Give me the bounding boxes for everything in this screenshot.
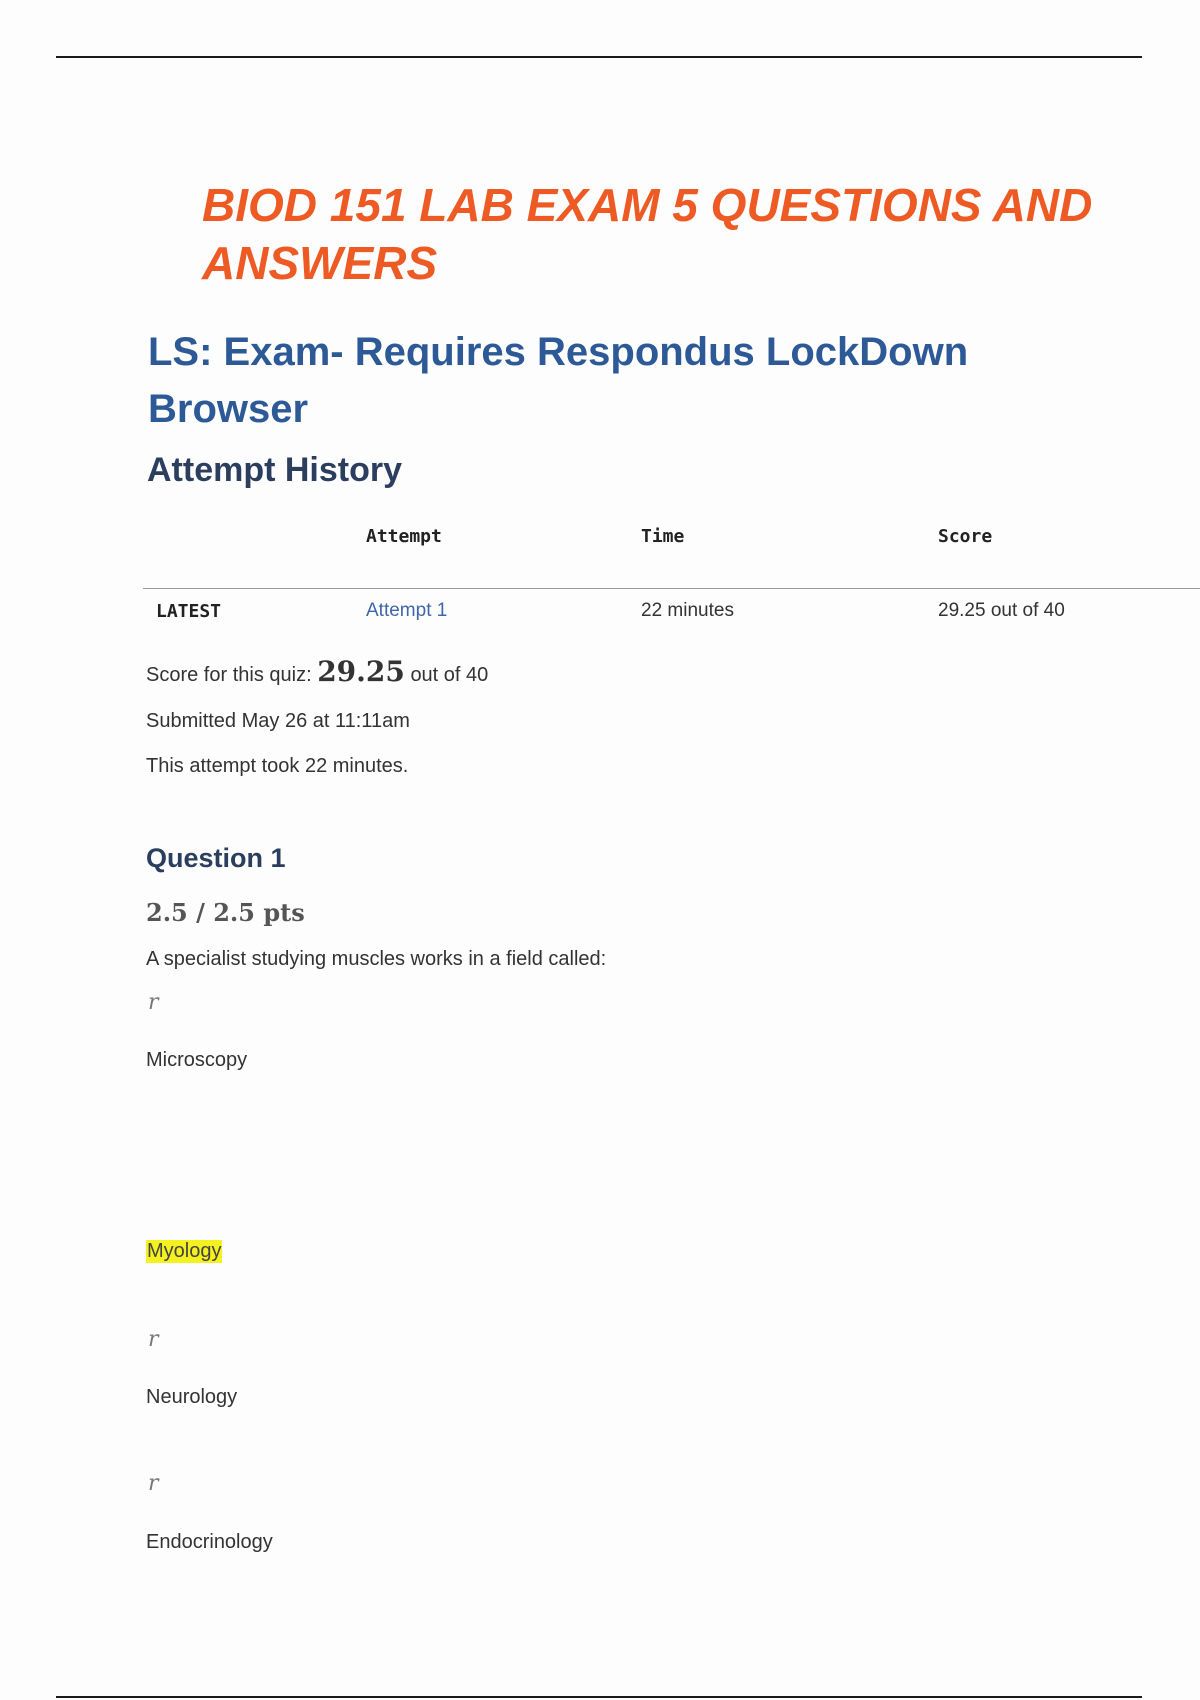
column-header-attempt: Attempt [366, 526, 442, 547]
top-rule [56, 56, 1142, 58]
column-header-score: Score [938, 526, 993, 547]
question-text: A specialist studying muscles works in a field called: [146, 948, 607, 970]
duration-line: This attempt took 22 minutes. [146, 755, 409, 777]
answer-option-microscopy[interactable]: Microscopy [146, 1049, 248, 1071]
radio-button-icon[interactable]: r [148, 1471, 159, 1496]
score-value: 29.25 [317, 655, 405, 688]
attempt-link[interactable]: Attempt 1 [366, 600, 448, 621]
answer-option-neurology[interactable]: Neurology [146, 1386, 238, 1408]
score-prefix: Score for this quiz: [146, 664, 312, 686]
exam-title: LS: Exam- Requires Respondus LockDown Browser [148, 330, 969, 431]
attempt-score: 29.25 out of 40 [938, 600, 1065, 621]
bottom-rule [56, 1696, 1142, 1698]
answer-option-endocrinology[interactable]: Endocrinology [146, 1531, 273, 1553]
quiz-score-line [146, 655, 488, 688]
radio-button-icon[interactable]: r [148, 990, 159, 1015]
radio-button-icon[interactable]: r [148, 1327, 159, 1352]
answer-option-myology[interactable]: Myology [147, 1240, 222, 1262]
submitted-line: Submitted May 26 at 11:11am [146, 710, 410, 732]
attempt-table-header [0, 526, 1200, 556]
attempt-time: 22 minutes [641, 600, 734, 621]
question-points: 2.5 / 2.5 pts [146, 898, 305, 927]
table-row [0, 600, 1200, 630]
question-heading: Question 1 [146, 843, 286, 873]
document-title: BIOD 151 LAB EXAM 5 QUESTIONS AND ANSWERS [202, 179, 1093, 289]
score-suffix: out of 40 [410, 664, 489, 686]
table-divider [143, 588, 1200, 589]
attempt-history-heading: Attempt History [147, 451, 403, 489]
latest-label: LATEST [156, 601, 222, 622]
column-header-time: Time [641, 526, 685, 547]
